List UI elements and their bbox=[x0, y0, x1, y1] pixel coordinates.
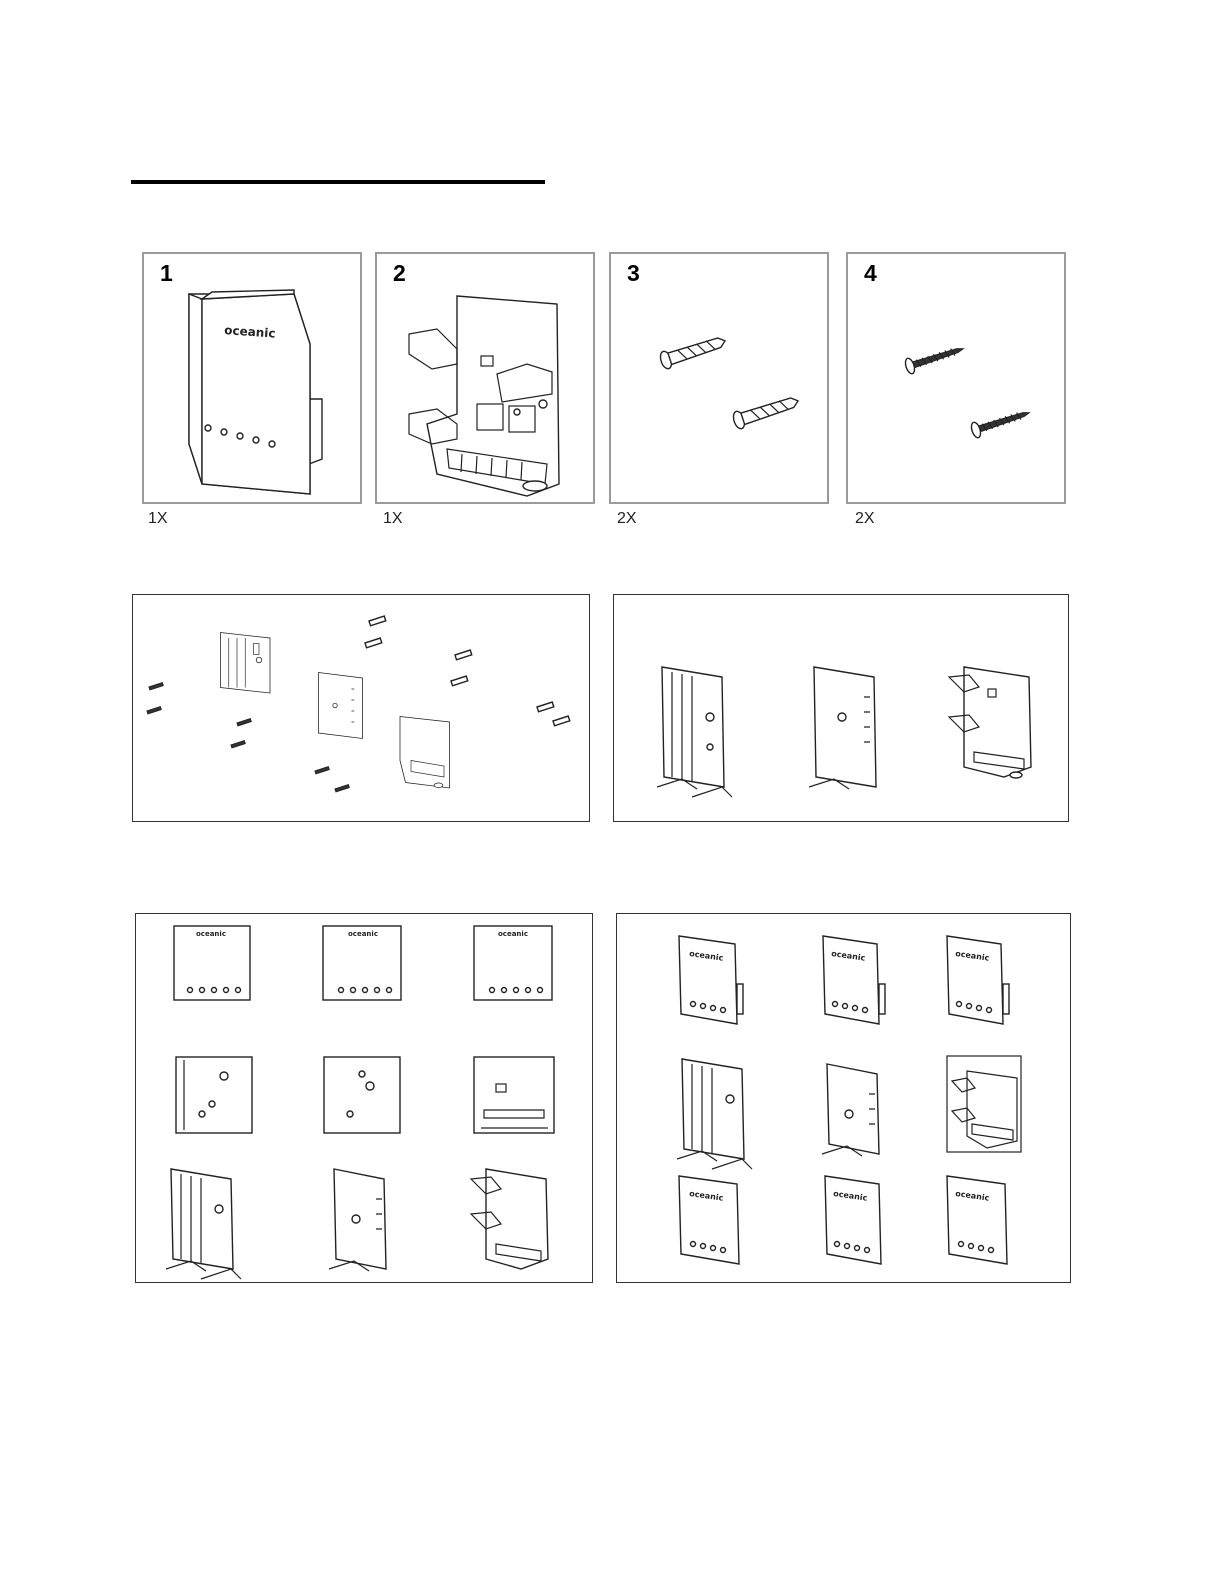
part-box-2 bbox=[375, 252, 595, 504]
orthographic-views-illustration bbox=[136, 914, 594, 1284]
mounting-bracket-icon bbox=[377, 254, 597, 506]
part-number: 2 bbox=[393, 260, 406, 286]
part-quantity-4: 2X bbox=[855, 510, 875, 527]
bracket-exploded-view-panel bbox=[132, 594, 590, 822]
brand-logo: oceanic bbox=[196, 930, 226, 938]
brand-logo: oceanic bbox=[954, 1189, 990, 1203]
section-title-underline bbox=[131, 180, 545, 184]
brand-logo: oceanic bbox=[688, 949, 724, 963]
bracket-exploded-illustration bbox=[133, 595, 591, 823]
wall-plug-icon bbox=[611, 254, 831, 506]
part-quantity-1: 1X bbox=[148, 510, 168, 527]
assembled-views-illustration bbox=[617, 914, 1072, 1284]
part-box-4 bbox=[846, 252, 1066, 504]
screw-icon bbox=[848, 254, 1068, 506]
brand-logo: oceanic bbox=[832, 1189, 868, 1203]
assembled-views-panel bbox=[616, 913, 1071, 1283]
bracket-views-panel bbox=[613, 594, 1069, 822]
part-box-3 bbox=[609, 252, 829, 504]
brand-logo: oceanic bbox=[223, 323, 277, 341]
part-number: 4 bbox=[864, 260, 877, 286]
bracket-views-illustration bbox=[614, 595, 1070, 823]
part-number: 3 bbox=[627, 260, 640, 286]
brand-logo: oceanic bbox=[830, 949, 866, 963]
brand-logo: oceanic bbox=[954, 949, 990, 963]
brand-logo: oceanic bbox=[498, 930, 528, 938]
part-number: 1 bbox=[160, 260, 173, 286]
brand-logo: oceanic bbox=[688, 1189, 724, 1203]
part-box-1 bbox=[142, 252, 362, 504]
part-quantity-3: 2X bbox=[617, 510, 637, 527]
thermostat-icon bbox=[144, 254, 364, 506]
part-quantity-2: 1X bbox=[383, 510, 403, 527]
brand-logo: oceanic bbox=[348, 930, 378, 938]
orthographic-views-panel bbox=[135, 913, 593, 1283]
